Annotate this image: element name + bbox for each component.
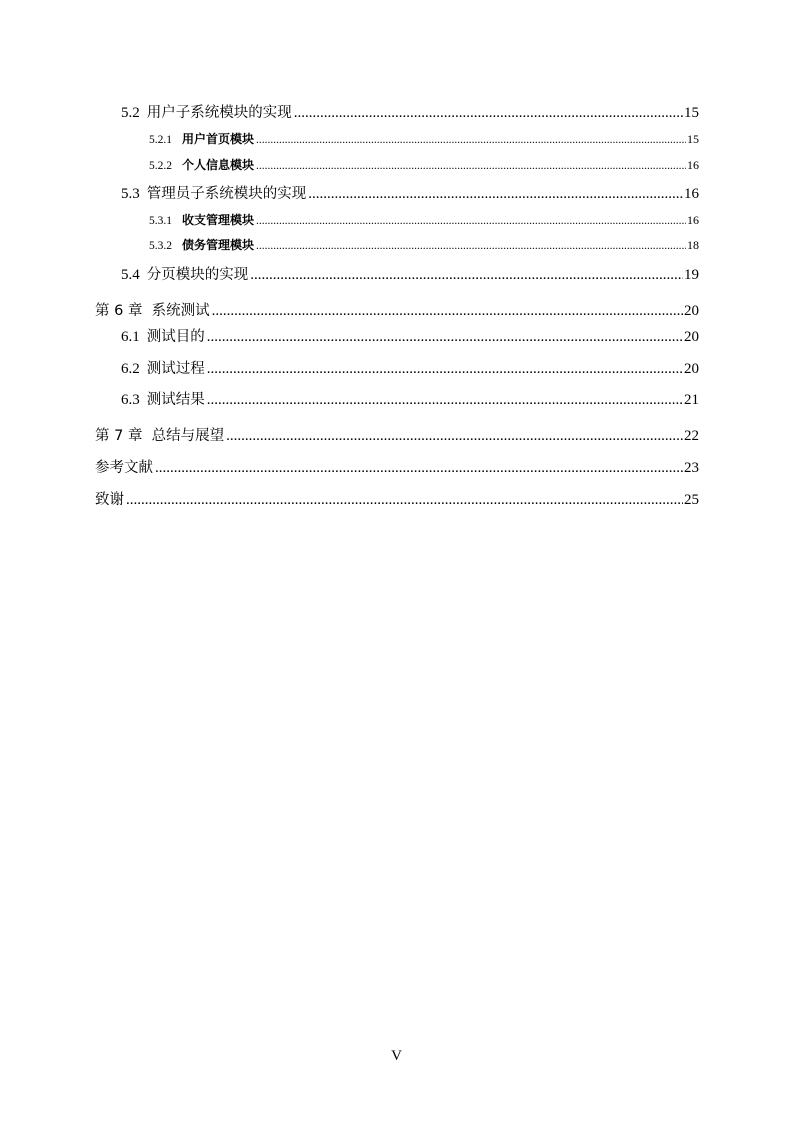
toc-entry-title: 第 6 章 系统测试: [95, 303, 210, 319]
toc-entry-title: 测试结果: [146, 392, 205, 408]
toc-entry-page: 16: [687, 158, 699, 172]
toc-dot-leader: [308, 186, 683, 203]
toc-dot-leader: [207, 361, 683, 378]
toc-entry-page: 16: [687, 213, 699, 227]
toc-entry-page: 20: [684, 361, 699, 377]
toc-entry-references[interactable]: [95, 456, 699, 477]
toc-entry-title: 管理员子系统模块的实现: [146, 186, 307, 202]
toc-entry-title: 致谢: [95, 492, 124, 508]
toc-dot-leader: [212, 303, 683, 320]
toc-dot-leader: [256, 215, 686, 227]
toc-entry-page: 25: [684, 492, 699, 508]
toc-entry-number: 5.2: [121, 105, 140, 121]
toc-dot-leader: [207, 329, 683, 346]
toc-entry-5-4[interactable]: [121, 263, 699, 284]
toc-entry-5-2[interactable]: [121, 101, 699, 122]
toc-entry-page: 20: [684, 303, 699, 319]
toc-entry-title: 用户子系统模块的实现: [146, 105, 292, 121]
toc-entry-title: 测试过程: [146, 361, 205, 377]
toc-entry-5-3-1[interactable]: [149, 211, 699, 228]
toc-entry-title: 分页模块的实现: [146, 267, 249, 283]
toc-entry-number: 6.1: [121, 329, 140, 345]
toc-entry-title: 第 7 章 总结与展望: [95, 428, 225, 444]
toc-dot-leader: [155, 460, 683, 477]
toc-entry-title: 用户首页模块: [182, 132, 255, 146]
toc-entry-5-2-2[interactable]: [149, 156, 699, 173]
toc-dot-leader: [294, 105, 683, 122]
toc-entry-page: 23: [684, 460, 699, 476]
toc-dot-leader: [207, 392, 683, 409]
toc-entry-5-2-1[interactable]: [149, 130, 699, 147]
toc-entry-number: 5.4: [121, 267, 140, 283]
toc-entry-number: 5.3.1: [149, 215, 172, 227]
toc-dot-leader: [256, 160, 686, 172]
toc-entry-chapter-7[interactable]: [95, 424, 699, 445]
toc-dot-leader: [250, 267, 683, 284]
toc-entry-number: 5.3: [121, 186, 140, 202]
toc-entry-page: 18: [687, 238, 699, 252]
toc-entry-page: 21: [684, 392, 699, 408]
toc-entry-6-2[interactable]: [121, 357, 699, 378]
toc-dot-leader: [126, 492, 683, 509]
toc-entry-number: 5.3.2: [149, 240, 172, 252]
toc-entry-number: 6.3: [121, 392, 140, 408]
toc-entry-6-3[interactable]: [121, 388, 699, 409]
page-number-footer: V: [391, 1048, 402, 1064]
toc-entry-acknowledgements[interactable]: [95, 488, 699, 509]
toc-entry-page: 22: [684, 428, 699, 444]
toc-entry-chapter-6[interactable]: [95, 299, 699, 320]
toc-dot-leader: [256, 240, 686, 252]
toc-entry-page: 16: [684, 186, 699, 202]
toc-entry-number: 6.2: [121, 361, 140, 377]
toc-entry-title: 债务管理模块: [182, 238, 255, 252]
toc-entry-title: 收支管理模块: [182, 213, 255, 227]
toc-dot-leader: [256, 134, 686, 146]
toc-entry-number: 5.2.2: [149, 160, 172, 172]
toc-entry-title: 测试目的: [146, 329, 205, 345]
toc-entry-number: 5.2.1: [149, 134, 172, 146]
toc-entry-title: 个人信息模块: [182, 158, 255, 172]
toc-entry-page: 15: [687, 132, 699, 146]
toc-entry-page: 20: [684, 329, 699, 345]
toc-dot-leader: [226, 428, 683, 445]
toc-entry-title: 参考文献: [95, 460, 153, 476]
toc-entry-5-3-2[interactable]: [149, 236, 699, 253]
toc-entry-page: 15: [684, 105, 699, 121]
toc-entry-6-1[interactable]: [121, 325, 699, 346]
toc-entry-page: 19: [684, 267, 699, 283]
toc-entry-5-3[interactable]: [121, 182, 699, 203]
